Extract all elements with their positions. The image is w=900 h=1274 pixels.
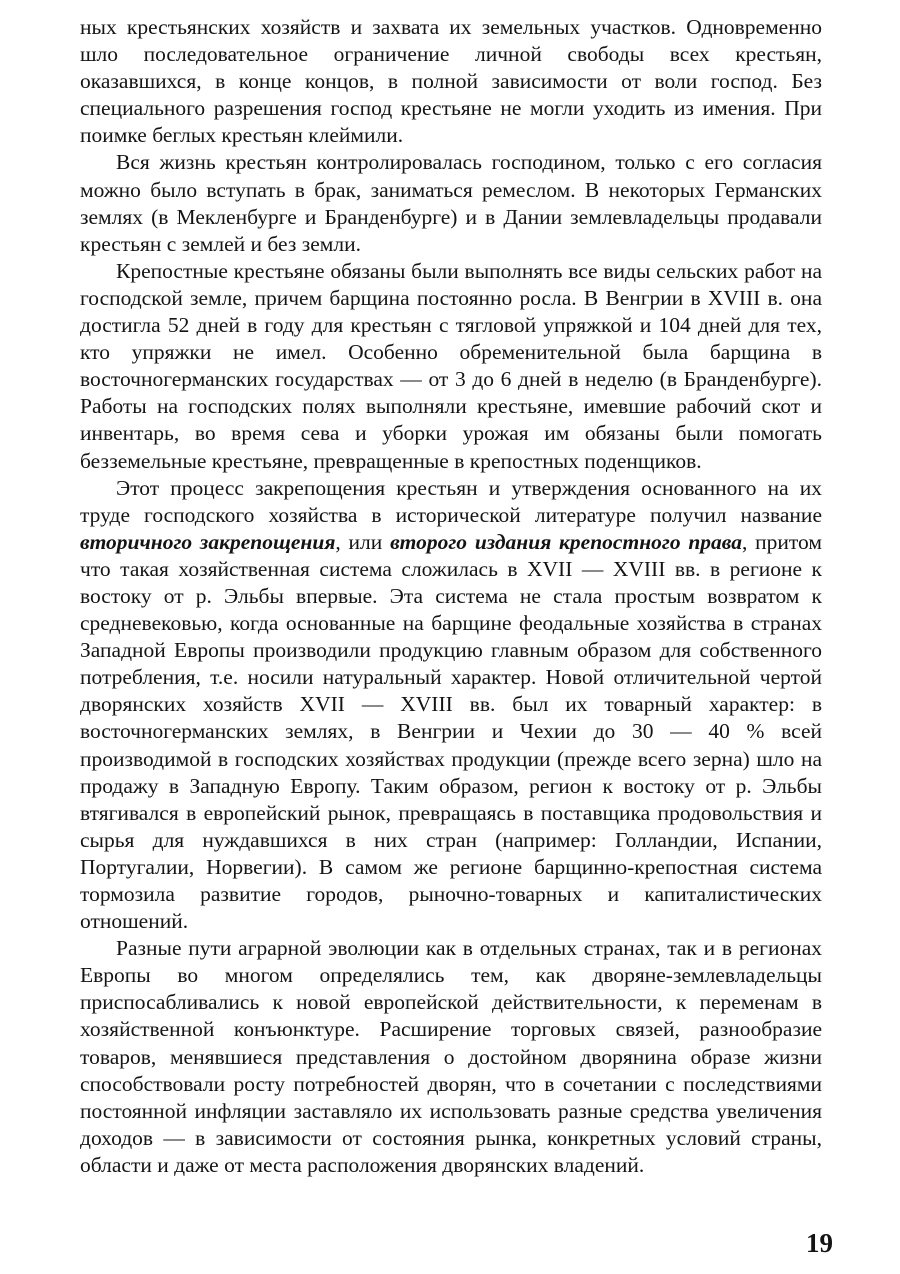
term-second-edition-serfdom: второго издания крепостного права [390, 529, 743, 554]
term-secondary-enserfment: вторичного закрепощения [80, 529, 336, 554]
paragraph-5: Разные пути аграрной эволюции как в отдельных странах, так и в регионах Европы во многом определялись тем, как дворяне-землевладельцы приспосабливались к новой европейской действительности, к переменам в хозяйственной конъюнктуре. Расширение торговых связей, разнообразие товаров, менявшиеся представления о достойном дворянина образе жизни способствовали росту потребностей дворян, что в сочетании с последствиями постоянной инфляции заставляло их использовать разные средства увеличения доходов — в зависимости от состояния рынка, конкретных условий страны, области и даже от места расположения дворянских владений. [80, 936, 822, 1177]
paragraph-1: ных крестьянских хозяйств и захвата их земельных участков. Одновременно шло последовательное ограничение личной свободы всех крестьян, оказавшихся, в конце концов, в полной зависимости от воли господ. Без специального разрешения господ крестьяне не могли уходить из имения. При поимке беглых крестьян клеймили. [80, 15, 822, 148]
paragraph-2: Вся жизнь крестьян контролировалась господином, только с его согласия можно было вступать в брак, заниматься ремеслом. В некоторых Германских землях (в Мекленбурге и Бранденбурге) и в Дании землевладельцы продавали крестьян с землей и без земли. [80, 150, 822, 256]
paragraph-3: Крепостные крестьяне обязаны были выполнять все виды сельских работ на господской земле, причем барщина постоянно росла. В Венгрии в XVIII в. она достигла 52 дней в году для крестьян с тягловой упряжкой и 104 дней для тех, кто упряжки не имел. Особенно обременительной была барщина в восточногерманских государствах — от 3 до 6 дней в неделю (в Бранденбурге). Работы на господских полях выполняли крестьяне, имевшие рабочий скот и инвентарь, во время сева и уборки урожая им обязаны были помогать безземельные крестьяне, превращенные в крепостных поденщиков. [80, 258, 822, 473]
paragraph-4 [80, 475, 822, 936]
paragraph-4-text-middle: , или [335, 529, 391, 554]
paragraph-4-text-after: , притом что такая хозяйственная система сложилась в XVII — XVIII вв. в регионе к востоку от р. Эльбы впервые. Эта система не стала простым возвратом к средневековью, когда основанные на барщине феодальные хозяйства в странах Западной Европы производили продукцию главным образом для собственного потребления, т.е. носили натуральный характер. Новой отличительной чертой дворянских хозяйств XVII — XVIII вв. был их товарный характер: в восточногерманских землях, в Венгрии и Чехии до 30 — 40 % всей производимой в господских хозяйствах продукции (прежде всего зерна) шло на продажу в Западную Европу. Таким образом, регион к востоку от р. Эльбы втягивался в европейский рынок, превращаясь в поставщика продовольствия и сырья для нуждавшихся в них стран (например: Голландии, Испании, Португалии, Норвегии). В самом же регионе барщинно-крепостная система тормозила развитие городов, рыночно-товарных и капиталистических отношений. [80, 529, 822, 934]
page-number: 19 [806, 1228, 833, 1258]
paragraph-4-text-before: Этот процесс закрепощения крестьян и утверждения основанного на их труде господского хозяйства в исторической литературе получил название [80, 475, 822, 527]
body-text [80, 14, 822, 1179]
